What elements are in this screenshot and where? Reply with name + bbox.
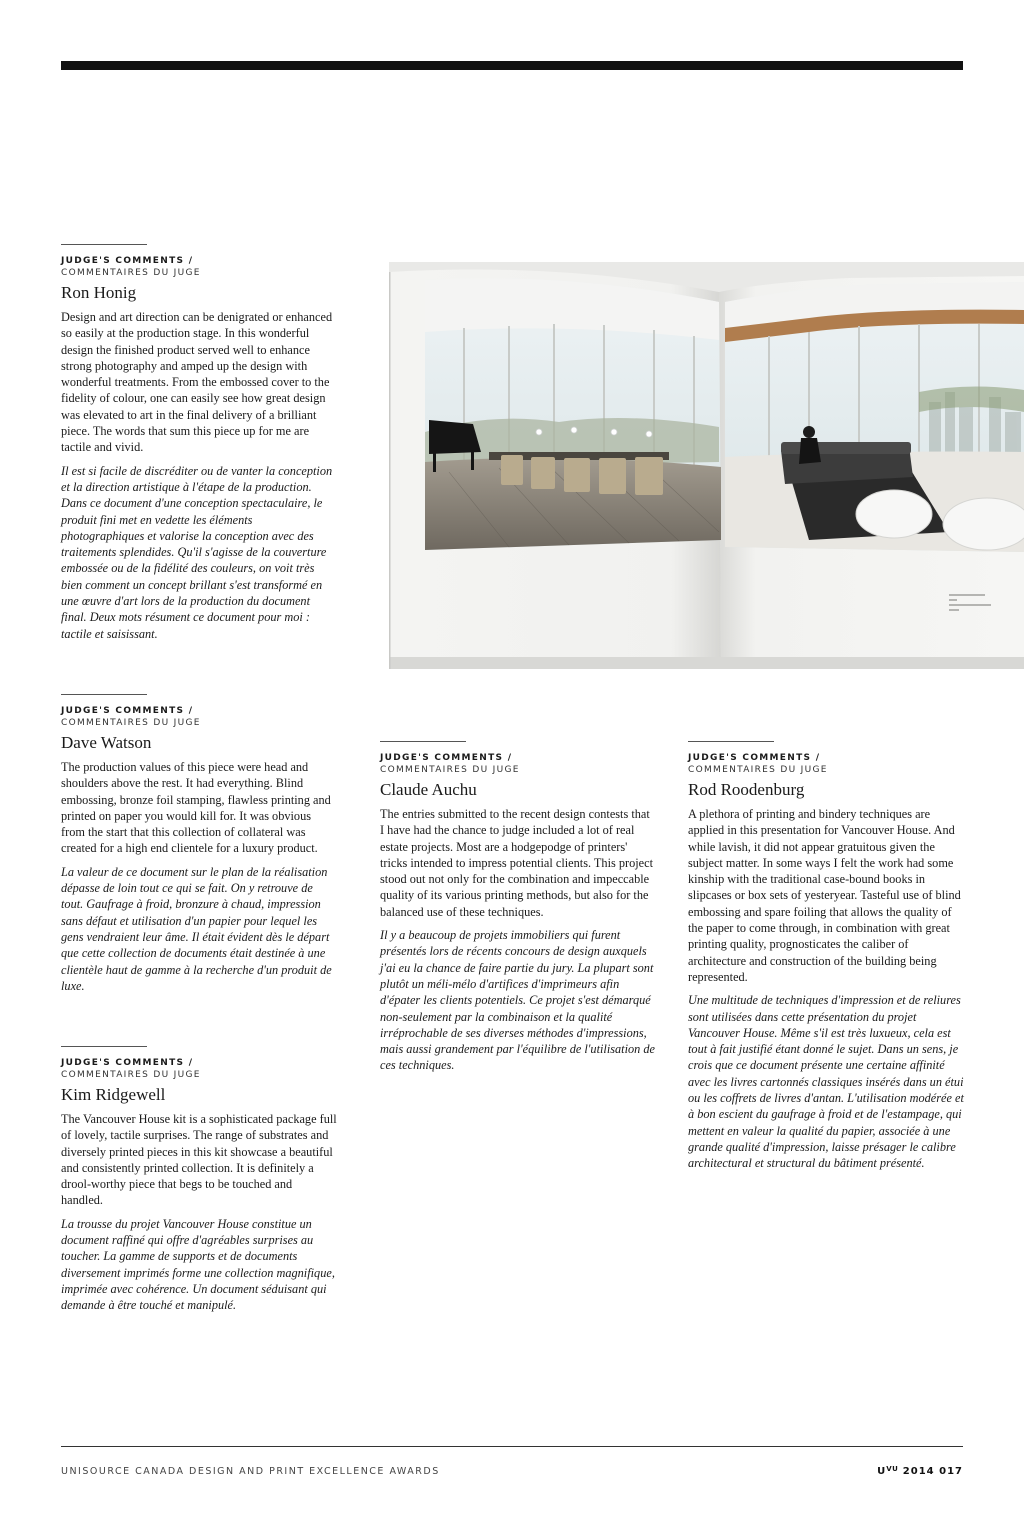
- label-en: JUDGE'S COMMENTS /: [380, 753, 513, 763]
- logo-vu: VU: [886, 1465, 899, 1473]
- comment-english: The production values of this piece were head and shoulders above the rest. It had everything. Blind embossing, bronze foil stamping, flawless printing and printed on paper you would kill for. It was obvious from the start that this collection of collateral was created for a high end clientele for a luxury product.: [61, 760, 331, 856]
- label-fr: COMMENTAIRES DU JUGE: [61, 718, 201, 728]
- section-rule: [61, 244, 147, 245]
- comment-french: Il est si facile de discréditer ou de vanter la conception et la direction artistique à l'étape de la production. Dans ce document d'une conception spectaculaire, le produit fini met en vedette les éléments photographiques et valorise la conception avec des traitements splendides. Qu'il s'agisse de la couverture embossée ou de la fidélité des couleurs, on voit très bien comment un concept brillant s'est transformé en une œuvre d'art lors de la production du document final. Deux mots résument ce document pour moi : tactile et saisissant.: [61, 463, 333, 641]
- top-rule: [61, 61, 963, 70]
- unisource-logo: [877, 1466, 898, 1477]
- judge-comment-kim-ridgewell: [61, 1046, 337, 1314]
- label-en: JUDGE'S COMMENTS /: [61, 256, 194, 266]
- footer-publication-title: UNISOURCE CANADA DESIGN AND PRINT EXCELLENCE AWARDS: [61, 1466, 440, 1477]
- label-fr: COMMENTAIRES DU JUGE: [380, 765, 520, 775]
- section-rule: [688, 741, 774, 742]
- label-fr: COMMENTAIRES DU JUGE: [61, 268, 201, 278]
- judge-comment-claude-auchu: [380, 741, 656, 1074]
- footer-year: 2014: [902, 1466, 935, 1477]
- label-fr: COMMENTAIRES DU JUGE: [61, 1070, 201, 1080]
- comment-english: The entries submitted to the recent design contests that I have had the chance to judge included a lot of real estate projects. Most are a hodgepodge of printers' tricks intended to impress potential clients. This project stood out not only for the combination and impeccable quality of its various printing methods, but also for the balanced use of these techniques.: [380, 807, 653, 919]
- comment-french: Une multitude de techniques d'impression et de reliures sont utilisées dans cette présentation du projet Vancouver House. Même s'il est très luxueux, cela est tout à fait justifié étant donné le sujet. Dans un sens, je crois que ce document présente une certaine affinité avec les livres cartonnés classiques insérés dans un étui ou les coffrets de livres d'antan. L'utilisation modérée et à bon escient du gaufrage à froid et de l'estampage, qui mettent en valeur la qualité du papier, associée à une grande qualité d'impression, laisse présager le calibre architectural et structural du bâtiment présenté.: [688, 993, 964, 1171]
- logo-u: U: [877, 1466, 887, 1477]
- bottom-rule: [61, 1446, 963, 1447]
- judge-comment-dave-watson: [61, 694, 337, 994]
- judge-comment-ron-honig: [61, 244, 337, 642]
- judge-name: Dave Watson: [61, 733, 152, 752]
- judge-name: Ron Honig: [61, 283, 137, 302]
- comment-french: La valeur de ce document sur le plan de la réalisation dépasse de loin tout ce qui se fait. On y retrouve de tout. Gaufrage à froid, bronzure à chaud, impression sans défaut et utilisation d'un papier pour lequel les gens vendraient leur âme. Il était évident dès le départ que cette collection de documents était destinée à une clientèle haut de gamme à la recherche d'un produit de luxe.: [61, 864, 332, 993]
- footer-page-info: [877, 1465, 963, 1477]
- comment-french: La trousse du projet Vancouver House constitue un document raffiné qui offre d'agréables surprises au toucher. La gamme de supports et de documents diversement imprimés forme une collection magnifique, imprimée avec cohérence. Un document séduisant qui demande à être touché et manipulé.: [61, 1216, 335, 1313]
- comment-english: The Vancouver House kit is a sophisticated package full of lovely, tactile surprises. The range of substrates and diversely printed pieces in this kit showcase a beautiful and consistently printed collection. It is definitely a drool-worthy piece that begs to be touched and handled.: [61, 1112, 337, 1208]
- judge-comment-rod-roodenburg: [688, 741, 964, 1172]
- judge-name: Rod Roodenburg: [688, 780, 805, 799]
- comment-french: Il y a beaucoup de projets immobiliers qui furent présentés lors de récents concours de design auxquels j'ai eu la chance de faire partie du jury. La plupart sont plutôt un méli-mélo d'artifices d'imprimeurs afin d'épater les clients potentiels. Ce projet s'est démarqué non-seulement par la combinaison et la qualité irréprochable de ses diverses méthodes d'impressions, mais aussi grandement par l'équilibre de l'utilisation de ces techniques.: [380, 928, 655, 1073]
- brochure-spread-photo: [389, 262, 1024, 669]
- section-rule: [61, 694, 147, 695]
- section-rule: [61, 1046, 147, 1047]
- comment-english: Design and art direction can be denigrated or enhanced so easily at the production stage. In this wonderful design the finished product served well to enhance strong photography and amped up the design with wonderful treatments. From the embossed cover to the fidelity of colour, one can easily see how great design was elevated to art in the final delivery of a brilliant piece. The words that sum this piece up for me are tactile and vivid.: [61, 310, 333, 455]
- page-number: 017: [939, 1466, 963, 1477]
- label-fr: COMMENTAIRES DU JUGE: [688, 765, 828, 775]
- comment-english: A plethora of printing and bindery techniques are applied in this presentation for Vancouver House. And while lavish, it did not appear gratuitous given the subject matter. In some ways I felt the work had some kinship with the traditional case-bound books in slipcases or box sets of yesteryear. Tasteful use of blind embossing and spare foiling that allows the quality of the paper to come through, in combination with great printing quality, prognosticates the caliber of architecture and construction of the building being represented.: [688, 807, 961, 984]
- label-en: JUDGE'S COMMENTS /: [688, 753, 821, 763]
- judge-name: Claude Auchu: [380, 780, 477, 799]
- judge-name: Kim Ridgewell: [61, 1085, 166, 1104]
- section-rule: [380, 741, 466, 742]
- label-en: JUDGE'S COMMENTS /: [61, 706, 194, 716]
- label-en: JUDGE'S COMMENTS /: [61, 1058, 194, 1068]
